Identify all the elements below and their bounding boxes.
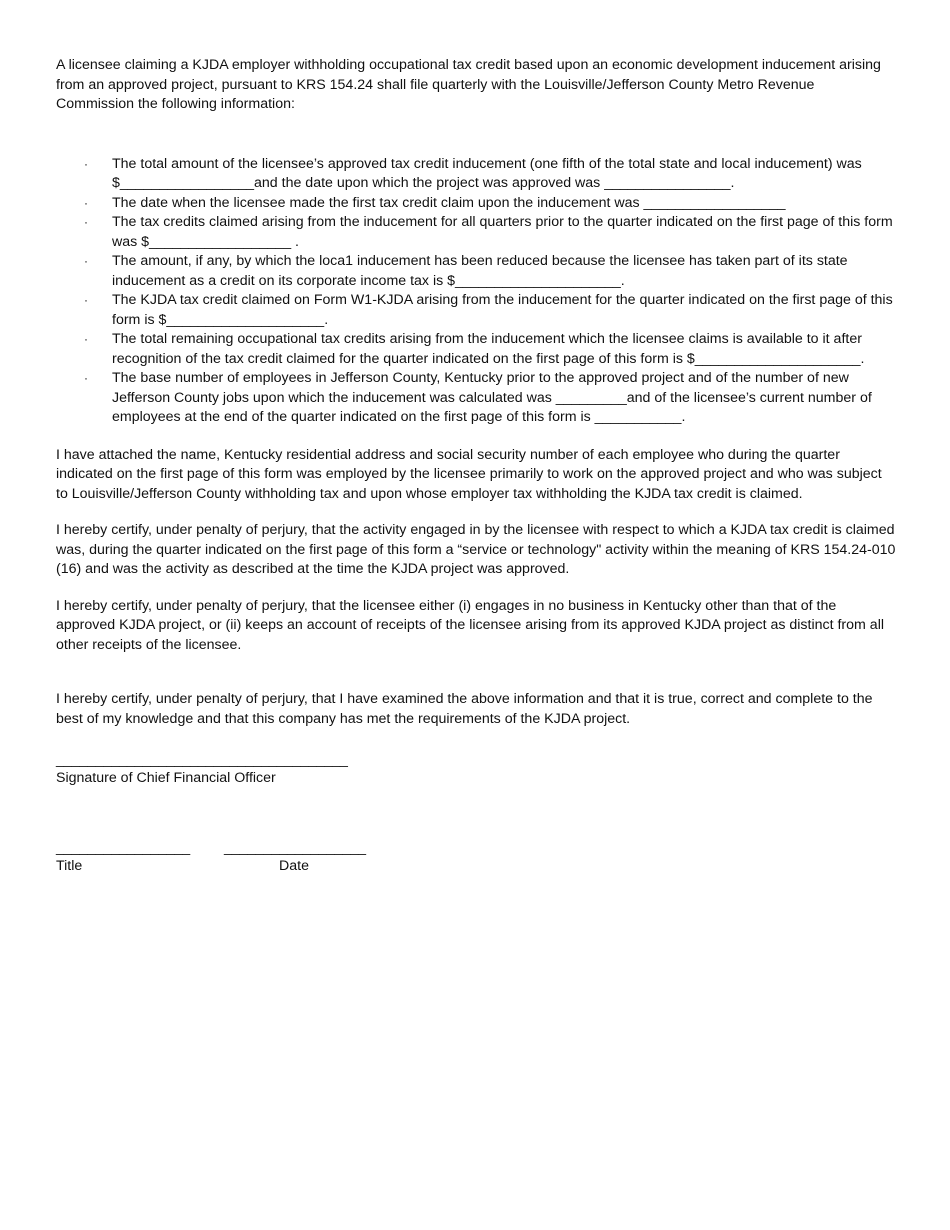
- intro-paragraph: A licensee claiming a KJDA employer withholding occupational tax credit based upon an economic development inducement arising from an approved project, pursuant to KRS 154.24 shall file quarterly with the Louisville/Jefferson County Metro Revenue Commission the following information:: [56, 57, 881, 112]
- attachment-statement: I have attached the name, Kentucky residential address and social security number of each employee who during the quarter indicated on the first page of this form was employed by the licensee primarily to work on the approved project and who was subject to Louisville/Jefferson County withholding tax and upon whose employer tax withholding the KJDA tax credit is claimed.: [56, 446, 882, 502]
- title-date-block: [56, 839, 896, 875]
- list-item-text: The tax credits claimed arising from the inducement for all quarters prior to the quarter indicated on the first page of this form was $__________________ .: [112, 214, 893, 250]
- certification-examined: I hereby certify, under penalty of perjury, that I have examined the above information and that it is true, correct and complete to the best of my knowledge and that this company has met the requirements of the KJDA project.: [56, 691, 873, 727]
- certification-activity: I hereby certify, under penalty of perjury, that the activity engaged in by the licensee with respect to which a KJDA tax credit is claimed was, during the quarter indicated on the first page of this form a “service or technology" activity within the meaning of KRS 154.24-010 (16) and was the activity as described at the time the KJDA project was approved.: [56, 522, 896, 577]
- date-label: Date: [279, 858, 309, 874]
- list-item-text: The amount, if any, by which the loca1 inducement has been reduced because the licensee has taken part of its state inducement as a credit on its corporate income tax is $_____________________.: [112, 253, 848, 289]
- list-item-text: The base number of employees in Jefferson County, Kentucky prior to the approved project and of the number of new Jefferson County jobs upon which the inducement was calculated was _________and of the licensee’s current number of employees at the end of the quarter indicated on the first page of this form is ___________.: [112, 370, 872, 425]
- certification-business: I hereby certify, under penalty of perjury, that the licensee either (i) engages in no business in Kentucky other than that of the approved KJDA project, or (ii) keeps an account of receipts of the licensee arising from its approved KJDA project as distinct from all other receipts of the licensee.: [56, 597, 884, 653]
- bullet-icon: ·: [84, 293, 88, 307]
- signature-block: [56, 751, 896, 787]
- list-item: [56, 369, 896, 428]
- bullet-icon: ·: [84, 254, 88, 268]
- list-item: [56, 155, 896, 194]
- bullet-icon: ·: [84, 371, 88, 385]
- bullet-icon: ·: [84, 332, 88, 346]
- bullet-icon: ·: [84, 195, 88, 210]
- bullet-icon: ·: [84, 215, 88, 229]
- list-item: [56, 194, 896, 214]
- title-label: Title: [56, 858, 83, 874]
- form-page: [56, 56, 896, 875]
- list-item-text: The date when the licensee made the first tax credit claim upon the inducement was __________________: [112, 194, 786, 211]
- signature-label: Signature of Chief Financial Officer: [56, 770, 276, 786]
- list-item: [56, 213, 896, 252]
- bullet-icon: ·: [84, 156, 88, 171]
- list-item-text: The KJDA tax credit claimed on Form W1-KJDA arising from the inducement for the quarter indicated on the first page of this form is $____________________.: [112, 292, 893, 328]
- title-line[interactable]: _________________: [56, 840, 191, 856]
- date-line[interactable]: __________________: [224, 840, 367, 856]
- list-item-text: The total remaining occupational tax credits arising from the inducement which the licensee claims is available to it after recognition of the tax credit claimed for the quarter indicated on the first page of this form is $_____________________.: [112, 331, 865, 367]
- information-list: [56, 155, 896, 428]
- list-item: [56, 291, 896, 330]
- signature-line[interactable]: _____________________________________: [56, 752, 348, 768]
- list-item: [56, 252, 896, 291]
- list-item-text: The total amount of the licensee’s approved tax credit inducement (one fifth of the total state and local inducement) was $_________________and the date upon which the project was approved was ________________.: [112, 155, 862, 191]
- list-item: [56, 330, 896, 369]
